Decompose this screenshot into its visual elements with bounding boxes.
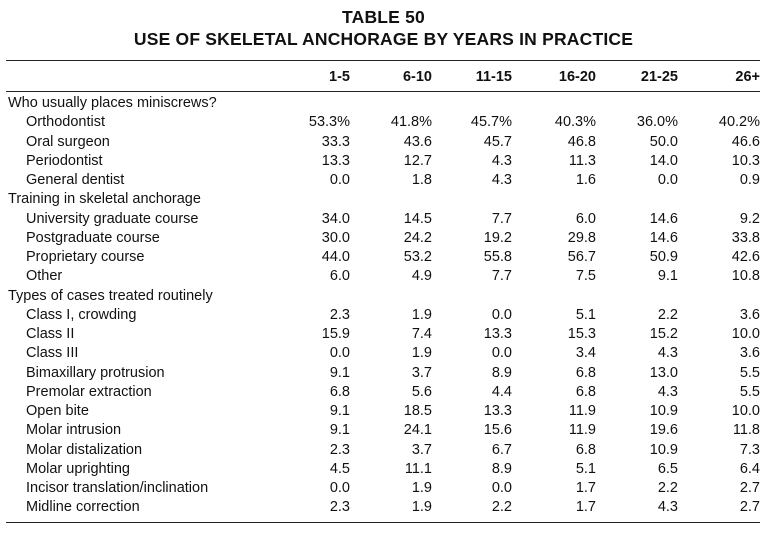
- table-cell: 1.9: [411, 306, 432, 323]
- row-label: University graduate course: [26, 210, 199, 227]
- section-row: [6, 190, 760, 209]
- table-cell: 15.9: [321, 326, 350, 343]
- table-cell: 0.0: [329, 172, 350, 189]
- table-cell: 1.7: [575, 480, 596, 497]
- table-cell: 11.9: [568, 403, 596, 420]
- table-cell: 9.1: [329, 403, 350, 420]
- row-label: Bimaxillary protrusion: [26, 364, 165, 381]
- column-header-16-20: 16-20: [558, 69, 596, 85]
- table-cell: 24.2: [403, 229, 432, 246]
- table-number: TABLE 50: [342, 7, 425, 27]
- row-label: Molar uprighting: [26, 460, 130, 477]
- table-cell: 1.9: [411, 480, 432, 497]
- table-cell: 2.3: [329, 306, 350, 323]
- table-cell: 15.3: [567, 326, 596, 343]
- table-row: [6, 402, 760, 421]
- table-cell: 5.1: [575, 306, 596, 323]
- table-cell: 7.5: [575, 268, 596, 285]
- table-row: [6, 210, 760, 229]
- table-cell: 12.7: [403, 152, 432, 169]
- table-cell: 9.2: [739, 210, 760, 227]
- table-cell: 6.0: [329, 268, 350, 285]
- table-cell: 34.0: [321, 210, 350, 227]
- table-cell: 13.3: [483, 403, 512, 420]
- table-cell: 7.4: [411, 326, 432, 343]
- table-cell: 19.6: [649, 422, 678, 439]
- row-label: Midline correction: [26, 499, 140, 516]
- table-cell: 4.3: [491, 172, 512, 189]
- bottom-rule: [6, 522, 760, 523]
- row-label: Molar intrusion: [26, 422, 122, 439]
- table-cell: 14.6: [649, 229, 678, 246]
- table-cell: 33.3: [321, 133, 350, 150]
- table-cell: 3.6: [739, 345, 760, 362]
- table-cell: 2.7: [739, 480, 760, 497]
- table-cell: 7.7: [491, 210, 512, 227]
- table-cell: 45.7: [483, 133, 512, 150]
- table-cell: 4.9: [411, 268, 432, 285]
- table-row: [6, 113, 760, 132]
- table-cell: 10.0: [731, 403, 760, 420]
- table-cell: 11.8: [732, 422, 760, 439]
- column-header-26-plus: 26+: [735, 69, 760, 85]
- table-cell: 13.3: [483, 326, 512, 343]
- row-label: Other: [26, 268, 63, 285]
- table-cell: 10.8: [731, 268, 760, 285]
- table-cell: 29.8: [567, 229, 596, 246]
- column-header-6-10: 6-10: [402, 69, 432, 85]
- table-cell: 40.3%: [554, 114, 596, 131]
- table-cell: 53.2: [403, 249, 432, 266]
- row-label: Class III: [26, 345, 79, 362]
- table-cell: 18.5: [403, 403, 432, 420]
- table-cell: 3.7: [411, 364, 432, 381]
- table-cell: 3.7: [411, 441, 432, 458]
- row-label: Orthodontist: [26, 114, 105, 131]
- table-cell: 46.8: [567, 133, 596, 150]
- table-body: [6, 94, 760, 518]
- table-cell: 41.8%: [390, 114, 432, 131]
- row-label: Molar distalization: [26, 441, 143, 458]
- table-cell: 6.5: [657, 460, 678, 477]
- row-label: Proprietary course: [26, 249, 145, 266]
- table-cell: 15.6: [483, 422, 512, 439]
- table-cell: 0.0: [657, 172, 678, 189]
- table-cell: 36.0%: [636, 114, 678, 131]
- table-row: [6, 383, 760, 402]
- table-cell: 6.8: [329, 383, 350, 400]
- row-label: Oral surgeon: [26, 133, 110, 150]
- column-header-11-15: 11-15: [475, 69, 512, 85]
- table-cell: 45.7%: [470, 114, 512, 131]
- header-row: [6, 66, 760, 88]
- table-row: [6, 306, 760, 325]
- table-cell: 14.5: [403, 210, 432, 227]
- row-label: Class I, crowding: [26, 306, 137, 323]
- row-label: Open bite: [26, 403, 89, 420]
- table-cell: 6.8: [575, 364, 596, 381]
- table-cell: 1.7: [575, 499, 596, 516]
- table-cell: 40.2%: [718, 114, 760, 131]
- table-cell: 11.1: [404, 460, 432, 477]
- table-cell: 4.4: [491, 383, 512, 400]
- row-label: Premolar extraction: [26, 383, 152, 400]
- table-row: [6, 344, 760, 363]
- table-cell: 13.0: [649, 364, 678, 381]
- table-cell: 8.9: [491, 460, 512, 477]
- top-rule: [6, 60, 760, 61]
- table-cell: 0.0: [491, 306, 512, 323]
- table-cell: 14.6: [649, 210, 678, 227]
- table-cell: 6.8: [575, 383, 596, 400]
- table-row: [6, 152, 760, 171]
- section-label: Types of cases treated routinely: [8, 287, 213, 304]
- section-label: Who usually places miniscrews?: [8, 95, 217, 112]
- table-cell: 10.9: [649, 441, 678, 458]
- table-cell: 9.1: [657, 268, 678, 285]
- table-cell: 5.5: [739, 364, 760, 381]
- stub-header: [6, 66, 250, 88]
- table-cell: 11.9: [568, 422, 596, 439]
- table-cell: 0.0: [491, 480, 512, 497]
- table-cell: 8.9: [491, 364, 512, 381]
- table-cell: 6.4: [739, 460, 760, 477]
- table-cell: 0.0: [329, 345, 350, 362]
- table-cell: 9.1: [329, 422, 350, 439]
- column-header-1-5: 1-5: [329, 69, 350, 85]
- table-row: [6, 421, 760, 440]
- table-cell: 6.8: [575, 441, 596, 458]
- table-cell: 50.0: [649, 133, 678, 150]
- table-cell: 2.3: [329, 441, 350, 458]
- section-row: [6, 287, 760, 306]
- table-cell: 4.3: [657, 345, 678, 362]
- table-row: [6, 498, 760, 517]
- table-cell: 5.6: [411, 383, 432, 400]
- table-cell: 15.2: [649, 326, 678, 343]
- table-row: [6, 248, 760, 267]
- table-cell: 3.4: [575, 345, 596, 362]
- table-cell: 4.3: [657, 383, 678, 400]
- row-label: Incisor translation/inclination: [26, 480, 209, 497]
- table-cell: 4.5: [329, 460, 350, 477]
- section-label: Training in skeletal anchorage: [8, 191, 201, 208]
- data-table: [6, 66, 760, 518]
- table-cell: 7.3: [739, 441, 760, 458]
- table-cell: 10.9: [649, 403, 678, 420]
- column-header-21-25: 21-25: [640, 69, 678, 85]
- table-cell: 10.3: [731, 152, 760, 169]
- table-row: [6, 171, 760, 190]
- table-cell: 0.0: [491, 345, 512, 362]
- table-row: [6, 479, 760, 498]
- row-label: General dentist: [26, 172, 125, 189]
- table-cell: 42.6: [731, 249, 760, 266]
- table-cell: 7.7: [491, 268, 512, 285]
- table-row: [6, 133, 760, 152]
- table-heading: [0, 0, 767, 50]
- table-cell: 0.9: [739, 172, 760, 189]
- row-label: Postgraduate course: [26, 229, 160, 246]
- table-cell: 50.9: [649, 249, 678, 266]
- table-cell: 56.7: [567, 249, 596, 266]
- row-label: Class II: [26, 326, 75, 343]
- table-cell: 44.0: [321, 249, 350, 266]
- table-cell: 11.3: [568, 152, 596, 169]
- table-cell: 13.3: [321, 152, 350, 169]
- table-cell: 1.6: [575, 172, 596, 189]
- table-cell: 5.1: [575, 460, 596, 477]
- table-cell: 55.8: [483, 249, 512, 266]
- table-cell: 2.2: [657, 480, 678, 497]
- row-label: Periodontist: [26, 152, 103, 169]
- table-cell: 1.9: [411, 499, 432, 516]
- table-cell: 2.2: [491, 499, 512, 516]
- section-row: [6, 94, 760, 113]
- table-cell: 43.6: [403, 133, 432, 150]
- table-cell: 4.3: [491, 152, 512, 169]
- table-cell: 3.6: [739, 306, 760, 323]
- table-cell: 30.0: [321, 229, 350, 246]
- table-row: [6, 267, 760, 286]
- table-cell: 4.3: [657, 499, 678, 516]
- table-cell: 1.9: [411, 345, 432, 362]
- table-row: [6, 364, 760, 383]
- table-cell: 0.0: [329, 480, 350, 497]
- table-cell: 2.7: [739, 499, 760, 516]
- table-cell: 9.1: [329, 364, 350, 381]
- table-cell: 6.0: [575, 210, 596, 227]
- table-cell: 53.3%: [308, 114, 350, 131]
- table-row: [6, 325, 760, 344]
- table-title: USE OF SKELETAL ANCHORAGE BY YEARS IN PRACTICE: [133, 29, 634, 49]
- table-row: [6, 460, 760, 479]
- table-cell: 2.2: [657, 306, 678, 323]
- table-cell: 24.1: [403, 422, 432, 439]
- table-cell: 46.6: [731, 133, 760, 150]
- table-cell: 2.3: [329, 499, 350, 516]
- table-row: [6, 441, 760, 460]
- table-cell: 10.0: [731, 326, 760, 343]
- table-cell: 19.2: [483, 229, 512, 246]
- table-cell: 33.8: [731, 229, 760, 246]
- table-row: [6, 229, 760, 248]
- table-cell: 1.8: [411, 172, 432, 189]
- table-cell: 6.7: [491, 441, 512, 458]
- table-cell: 14.0: [649, 152, 678, 169]
- table-cell: 5.5: [739, 383, 760, 400]
